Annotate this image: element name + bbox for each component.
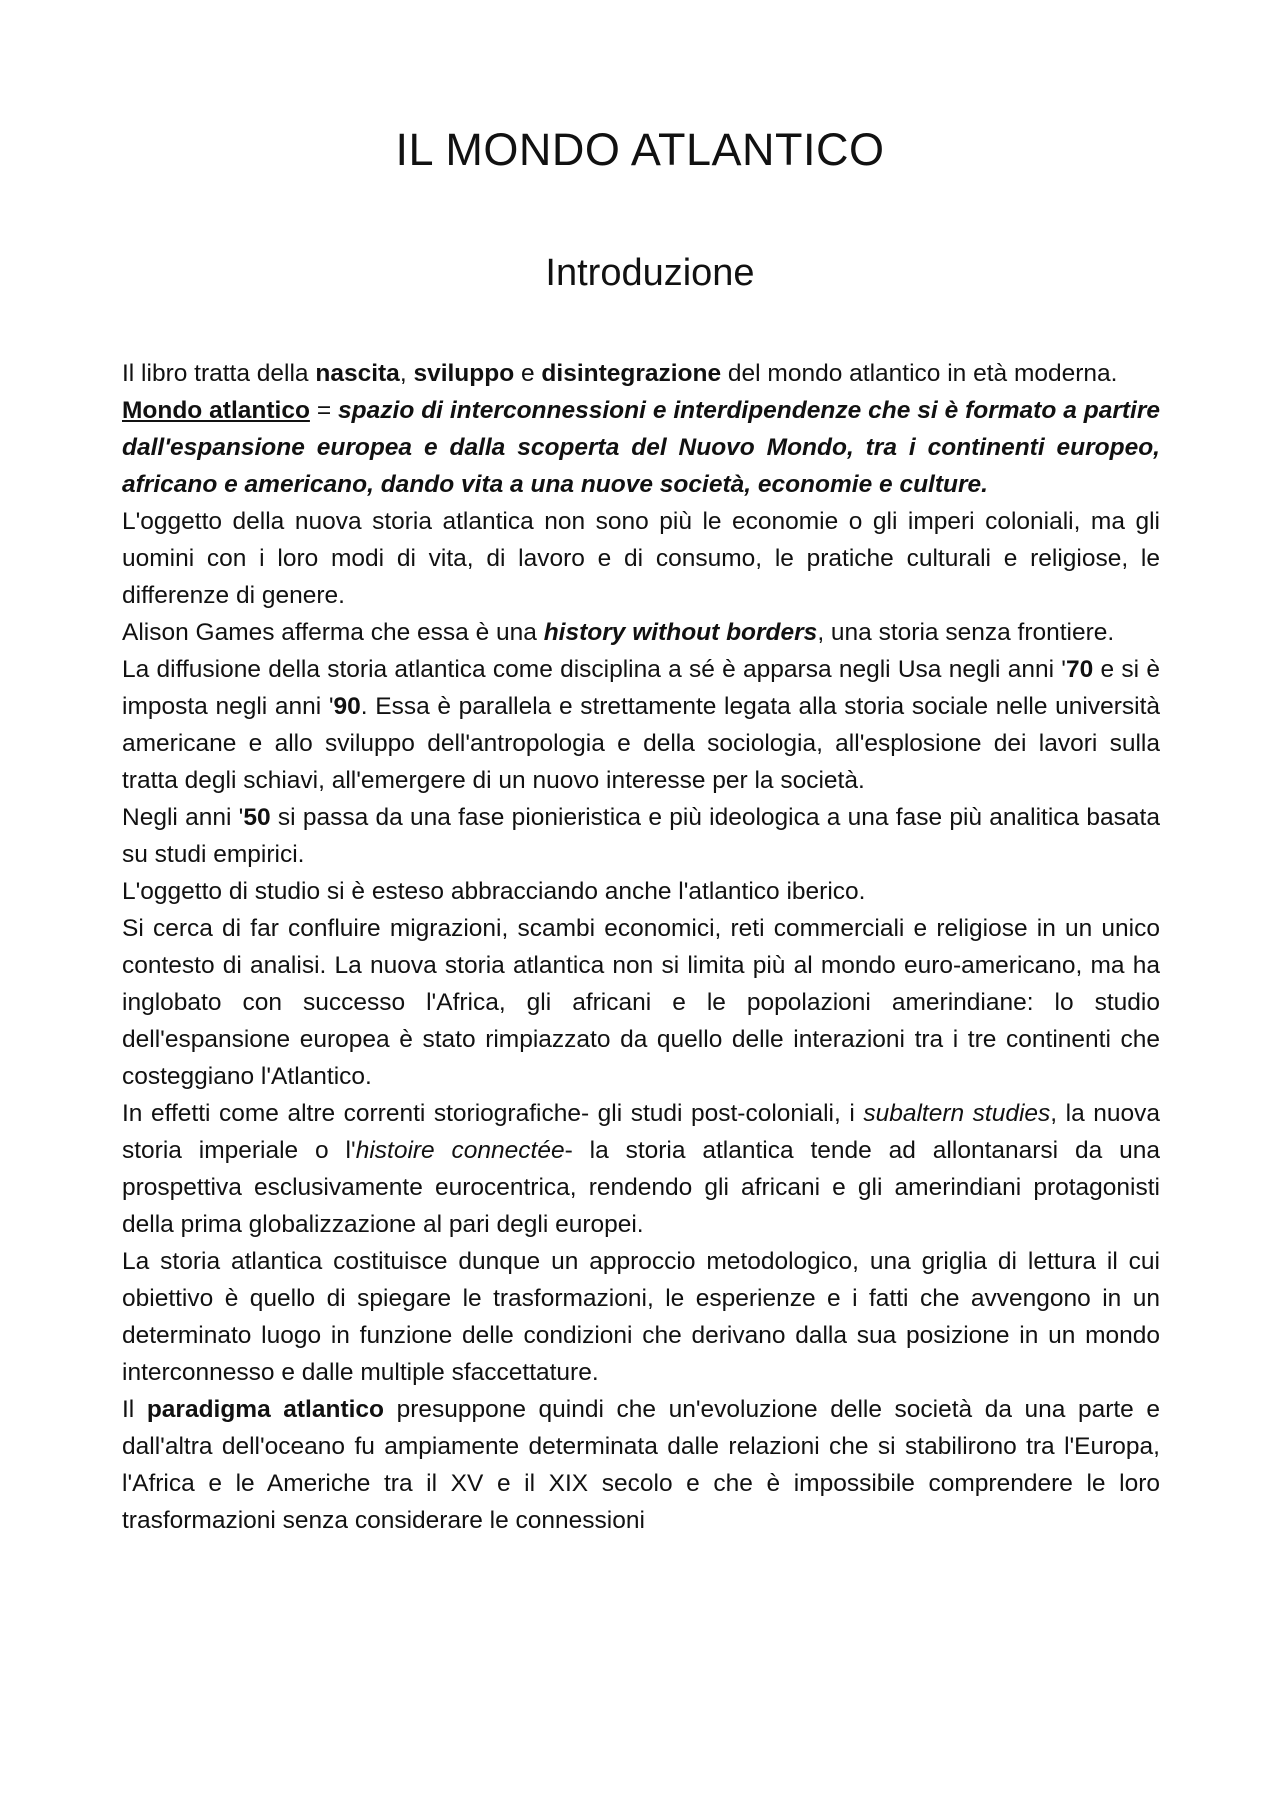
text-run: e — [514, 360, 542, 387]
paragraph — [122, 799, 1160, 873]
text-run: La storia atlantica costituisce dunque un approccio metodologico, una griglia di lettura il cui obiettivo è quello di spiegare le trasformazioni, le esperienze e i fatti che avvengono in un determinato luogo in funzione delle condizioni che derivano dalla sua posizione in un mondo interconnesso e dalle multiple sfaccettature. — [122, 1248, 1160, 1386]
text-run: 90 — [333, 693, 361, 720]
text-run: histoire connectée — [355, 1137, 565, 1164]
text-run: history without borders — [543, 619, 818, 646]
text-run: Alison Games afferma che essa è una — [122, 619, 544, 646]
paragraph — [122, 1391, 1160, 1539]
text-run: , la nuova storia imperiale o l' — [122, 1100, 1161, 1164]
text-run: La diffusione della storia atlantica come disciplina a sé è apparsa negli Usa negli anni ' — [122, 656, 1066, 683]
text-run: disintegrazione — [541, 360, 722, 387]
text-run: paradigma atlantico — [146, 1396, 385, 1423]
page-title: IL MONDO ATLANTICO — [395, 124, 885, 175]
body-text — [122, 355, 1160, 1539]
text-run: Negli anni ' — [122, 804, 244, 831]
text-run: 50 — [243, 804, 271, 831]
text-run: Si cerca di far confluire migrazioni, scambi economici, reti commerciali e religiose in un unico contesto di analisi. La nuova storia atlantica non si limita più al mondo euro-americano, ma ha inglobato con successo l'Africa, gli africani e le popolazioni amerindiane: lo studio dell'espansione europea è stato rimpiazzato da quello delle interazioni tra i tre continenti che costeggiano l'Atlantico. — [122, 915, 1160, 1090]
section-heading: Introduzione — [545, 252, 755, 294]
paragraph — [122, 1095, 1160, 1243]
paragraph — [122, 503, 1160, 614]
text-run: spazio di interconnessioni e interdipendenze che si è formato a partire dall'espansione europea e dalla scoperta del Nuovo Mondo, tra i continenti europeo, africano e americano, dando vita a una nuove società, economie e culture. — [122, 397, 1160, 498]
text-run: subaltern studies — [863, 1100, 1051, 1127]
text-run: Il libro tratta della — [122, 360, 316, 387]
text-run: = — [309, 397, 339, 424]
paragraph — [122, 1243, 1160, 1391]
text-run: del mondo atlantico in età moderna. — [721, 360, 1118, 387]
text-run: . Essa è parallela e strettamente legata alla storia sociale nelle università americane e allo sviluppo dell'antropologia e della sociologia, all'esplosione dei lavori sulla tratta degli schiavi, all'emergere di un nuovo interesse per la società. — [122, 693, 1161, 794]
text-run: sviluppo — [413, 360, 515, 387]
text-run: Il — [122, 1396, 147, 1423]
text-run: In effetti come altre correnti storiografiche- gli studi post-coloniali, i — [122, 1100, 864, 1127]
text-run: presuppone quindi che un'evoluzione delle società da una parte e dall'altra dell'oceano fu ampiamente determinata dalle relazioni che si stabilirono tra l'Europa, l'Africa e le Americhe tra il XV e il XIX secolo e che è impossibile comprendere le loro trasformazioni senza considerare le connessioni — [122, 1396, 1160, 1534]
text-run: 70 — [1065, 656, 1094, 683]
text-run: L'oggetto della nuova storia atlantica non sono più le economie o gli imperi coloniali, ma gli uomini con i loro modi di vita, di lavoro e di consumo, le pratiche culturali e religiose, le differenze di genere. — [122, 508, 1160, 609]
paragraph — [122, 910, 1160, 1095]
text-run: Mondo atlantico — [122, 397, 310, 424]
text-run: , una storia senza frontiere. — [817, 619, 1115, 646]
text-run: nascita — [315, 360, 400, 387]
paragraph — [122, 355, 1160, 392]
paragraph — [122, 873, 1160, 910]
text-run: si passa da una fase pionieristica e più ideologica a una fase più analitica basata su studi empirici. — [122, 804, 1160, 868]
text-run: e si è imposta negli anni ' — [122, 656, 1160, 720]
text-run: L'oggetto di studio si è esteso abbracciando anche l'atlantico iberico. — [122, 878, 866, 905]
text-run: , — [399, 360, 414, 387]
paragraph — [122, 651, 1160, 799]
paragraph — [122, 614, 1160, 651]
paragraph — [122, 392, 1160, 503]
text-run: - la storia atlantica tende ad allontanarsi da una prospettiva esclusivamente eurocentrica, rendendo gli africani e gli amerindiani protagonisti della prima globalizzazione al pari degli europei. — [122, 1137, 1160, 1238]
